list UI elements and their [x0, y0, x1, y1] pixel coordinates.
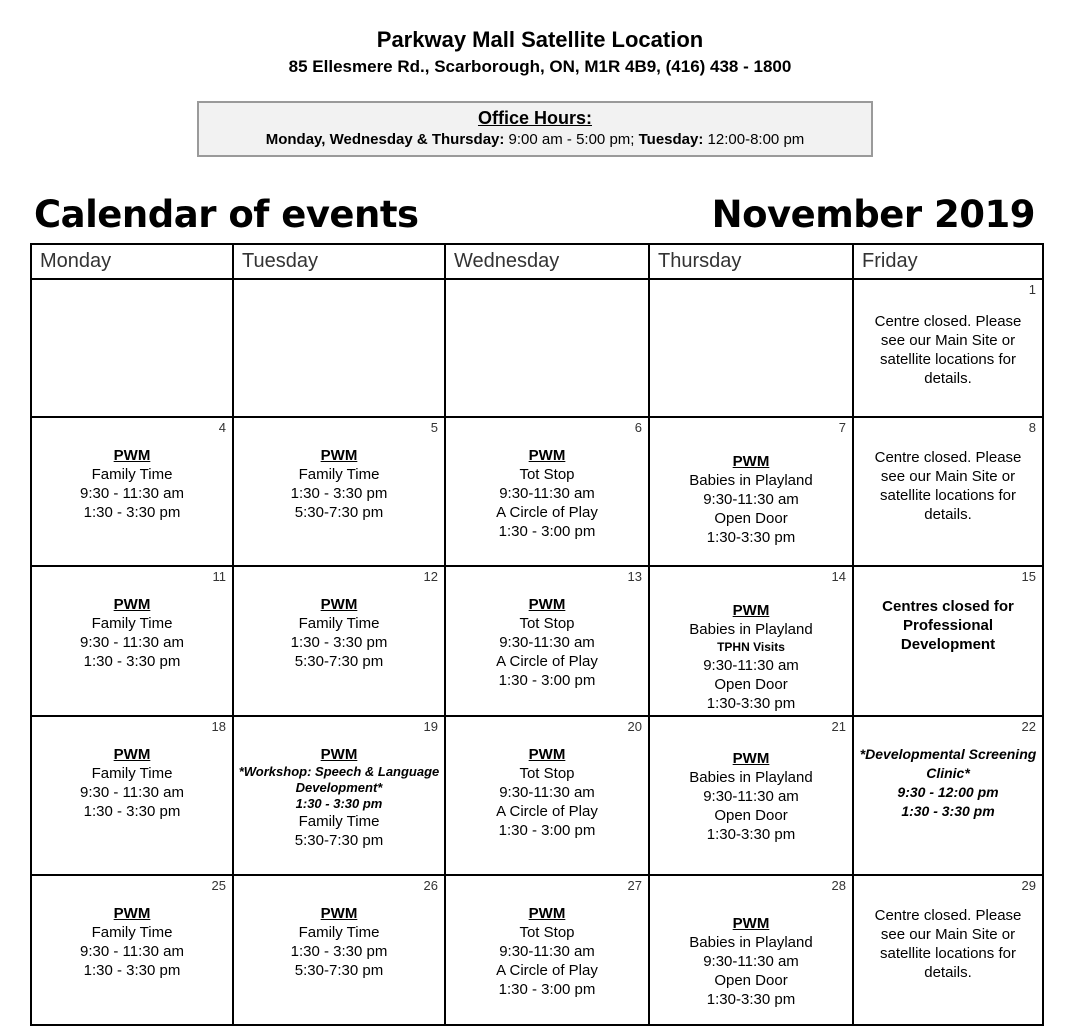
week-row	[31, 875, 1043, 1025]
week-row	[31, 716, 1043, 875]
event-line: Open Door	[714, 807, 788, 824]
office-hours-days-1: Monday, Wednesday & Thursday:	[265, 131, 505, 148]
event-line: Family Time	[91, 924, 173, 941]
event-line: TPHN Visits	[717, 640, 785, 654]
day-events	[446, 567, 648, 690]
day-number: 11	[212, 569, 226, 584]
event-line: Family Time	[298, 466, 380, 483]
office-hours-time-2: 12:00-8:00 pm	[707, 131, 805, 148]
day-events	[234, 418, 444, 522]
event-line: 1:30 - 3:00 pm	[498, 672, 596, 689]
location-tag: PWM	[113, 447, 151, 464]
location-address: 85 Ellesmere Rd., Scarborough, ON, M1R 4B9, (416) 438 - 1800	[288, 57, 792, 76]
event-line: 5:30-7:30 pm	[294, 504, 384, 521]
event-line: Family Time	[298, 813, 380, 830]
location-tag: PWM	[528, 447, 566, 464]
day-events	[650, 567, 852, 713]
day-number: 25	[211, 878, 226, 893]
day-events	[234, 876, 444, 980]
day-events	[234, 567, 444, 671]
event-line: A Circle of Play	[496, 803, 598, 820]
event-line: Open Door	[714, 510, 788, 527]
day-number: 1	[1028, 282, 1036, 297]
day-events	[234, 717, 444, 850]
day-number: 7	[838, 420, 846, 435]
event-line: Centre closed. Please see our Main Site or satellite locations for details.	[874, 313, 1022, 387]
day-cell	[853, 566, 1043, 716]
weekday-header: Thursday	[649, 244, 853, 279]
event-line: Centre closed. Please see our Main Site or satellite locations for details.	[874, 449, 1022, 523]
event-line: Tot Stop	[519, 924, 575, 941]
location-tag: PWM	[528, 746, 566, 763]
day-events	[854, 567, 1042, 654]
event-line: Babies in Playland	[689, 621, 813, 638]
event-line: 9:30 - 11:30 am	[80, 784, 184, 801]
location-tag: PWM	[732, 750, 770, 767]
day-cell	[233, 279, 445, 417]
event-line: 5:30-7:30 pm	[294, 653, 384, 670]
office-hours-time-1: 9:00 am - 5:00 pm;	[508, 131, 635, 148]
day-cell	[853, 279, 1043, 417]
event-line: 9:30-11:30 am	[499, 943, 595, 960]
event-line: 5:30-7:30 pm	[294, 832, 384, 849]
day-number: 4	[218, 420, 226, 435]
day-cell	[445, 279, 649, 417]
event-line: Family Time	[91, 615, 173, 632]
location-tag: PWM	[320, 905, 358, 922]
day-cell	[233, 566, 445, 716]
day-number: 19	[423, 719, 438, 734]
day-number: 15	[1021, 569, 1036, 584]
day-cell	[31, 716, 233, 875]
event-line: Babies in Playland	[689, 934, 813, 951]
event-line: 1:30 - 3:30 pm	[83, 504, 181, 521]
event-line: 1:30 - 3:00 pm	[498, 523, 596, 540]
page-header	[0, 26, 1080, 80]
event-line: Babies in Playland	[689, 769, 813, 786]
location-tag: PWM	[320, 746, 358, 763]
day-cell	[445, 875, 649, 1025]
office-hours-box	[197, 101, 873, 157]
day-events	[650, 418, 852, 547]
day-number: 6	[634, 420, 642, 435]
event-line: 1:30 - 3:30 pm	[290, 634, 388, 651]
office-hours-title: Office Hours:	[477, 108, 592, 128]
day-events	[650, 717, 852, 844]
day-events	[854, 418, 1042, 524]
weekday-header: Monday	[31, 244, 233, 279]
day-cell	[445, 566, 649, 716]
event-line: 9:30-11:30 am	[499, 634, 595, 651]
event-line: 9:30-11:30 am	[703, 491, 799, 508]
event-line: A Circle of Play	[496, 962, 598, 979]
day-events	[446, 717, 648, 840]
day-events	[32, 418, 232, 522]
event-line: Open Door	[714, 972, 788, 989]
event-line: 1:30 - 3:30 pm	[83, 653, 181, 670]
day-number: 29	[1021, 878, 1036, 893]
event-line: Open Door	[714, 676, 788, 693]
calendar-title: Calendar of events	[34, 193, 419, 236]
event-line: A Circle of Play	[496, 504, 598, 521]
day-events	[446, 418, 648, 541]
location-tag: PWM	[320, 447, 358, 464]
location-tag: PWM	[732, 602, 770, 619]
day-number: 5	[430, 420, 438, 435]
event-line: 1:30 - 3:30 pm	[901, 803, 995, 819]
day-cell	[649, 716, 853, 875]
day-cell	[445, 417, 649, 566]
day-cell	[31, 875, 233, 1025]
event-line: 1:30-3:30 pm	[706, 529, 796, 546]
day-cell	[233, 716, 445, 875]
day-cell	[853, 716, 1043, 875]
day-cell	[649, 875, 853, 1025]
day-number: 13	[627, 569, 642, 584]
location-tag: PWM	[113, 596, 151, 613]
event-line: 9:30-11:30 am	[499, 485, 595, 502]
day-events	[32, 567, 232, 671]
event-line: 1:30 - 3:30 pm	[290, 485, 388, 502]
day-cell	[31, 279, 233, 417]
office-hours-line	[199, 129, 871, 151]
event-line: 9:30-11:30 am	[703, 788, 799, 805]
weekday-header: Wednesday	[445, 244, 649, 279]
day-cell	[31, 566, 233, 716]
event-line: 1:30-3:30 pm	[706, 991, 796, 1008]
day-number: 26	[423, 878, 438, 893]
event-line: Tot Stop	[519, 615, 575, 632]
event-line: 9:30 - 11:30 am	[80, 634, 184, 651]
day-cell	[233, 417, 445, 566]
event-line: 9:30 - 11:30 am	[80, 943, 184, 960]
event-line: Family Time	[298, 615, 380, 632]
event-line: 1:30 - 3:30 pm	[83, 803, 181, 820]
event-line: A Circle of Play	[496, 653, 598, 670]
event-line: 1:30-3:30 pm	[706, 695, 796, 712]
event-line: *Workshop: Speech & Language Development*	[238, 764, 440, 795]
day-number: 14	[831, 569, 846, 584]
event-line: Babies in Playland	[689, 472, 813, 489]
event-line: Tot Stop	[519, 466, 575, 483]
location-tag: PWM	[528, 596, 566, 613]
event-line: Family Time	[91, 466, 173, 483]
event-line: 5:30-7:30 pm	[294, 962, 384, 979]
office-hours-days-2: Tuesday:	[638, 131, 704, 148]
event-line: Centres closed for Professional Development	[882, 598, 1014, 653]
weekday-header: Friday	[853, 244, 1043, 279]
week-row	[31, 566, 1043, 716]
day-cell	[853, 875, 1043, 1025]
day-events	[32, 876, 232, 980]
week-row	[31, 279, 1043, 417]
event-line: *Developmental Screening Clinic*	[859, 746, 1037, 781]
event-line: Centre closed. Please see our Main Site or satellite locations for details.	[874, 907, 1022, 981]
location-tag: PWM	[113, 746, 151, 763]
day-events	[446, 876, 648, 999]
day-number: 12	[423, 569, 438, 584]
day-cell	[233, 875, 445, 1025]
event-line: Family Time	[91, 765, 173, 782]
day-number: 28	[831, 878, 846, 893]
event-line: 9:30-11:30 am	[703, 657, 799, 674]
weekday-header: Tuesday	[233, 244, 445, 279]
event-line: 1:30 - 3:30 pm	[83, 962, 181, 979]
calendar-grid	[30, 243, 1044, 1026]
event-line: 1:30 - 3:00 pm	[498, 981, 596, 998]
event-line: 1:30 - 3:00 pm	[498, 822, 596, 839]
location-tag: PWM	[113, 905, 151, 922]
event-line: 9:30 - 12:00 pm	[897, 784, 999, 800]
day-cell	[31, 417, 233, 566]
day-events	[650, 876, 852, 1009]
event-line: Tot Stop	[519, 765, 575, 782]
location-tag: PWM	[320, 596, 358, 613]
location-tag: PWM	[528, 905, 566, 922]
event-line: 9:30 - 11:30 am	[80, 485, 184, 502]
month-title: November 2019	[711, 193, 1035, 236]
week-row	[31, 417, 1043, 566]
day-number: 8	[1028, 420, 1036, 435]
event-line: 9:30-11:30 am	[703, 953, 799, 970]
day-number: 18	[211, 719, 226, 734]
day-events	[32, 717, 232, 821]
location-title: Parkway Mall Satellite Location	[376, 27, 704, 52]
location-tag: PWM	[732, 453, 770, 470]
day-cell	[649, 566, 853, 716]
day-number: 20	[627, 719, 642, 734]
day-cell	[649, 279, 853, 417]
event-line: 1:30-3:30 pm	[706, 826, 796, 843]
event-line: 1:30 - 3:30 pm	[290, 943, 388, 960]
event-line: Family Time	[298, 924, 380, 941]
event-line: 9:30-11:30 am	[499, 784, 595, 801]
weekday-header-row	[31, 244, 1043, 279]
day-events	[854, 280, 1042, 388]
event-line: 1:30 - 3:30 pm	[295, 796, 383, 811]
day-number: 21	[831, 719, 846, 734]
day-events	[854, 717, 1042, 821]
day-cell	[445, 716, 649, 875]
day-number: 27	[627, 878, 642, 893]
location-tag: PWM	[732, 915, 770, 932]
day-cell	[853, 417, 1043, 566]
day-cell	[649, 417, 853, 566]
day-events	[854, 876, 1042, 982]
day-number: 22	[1021, 719, 1036, 734]
